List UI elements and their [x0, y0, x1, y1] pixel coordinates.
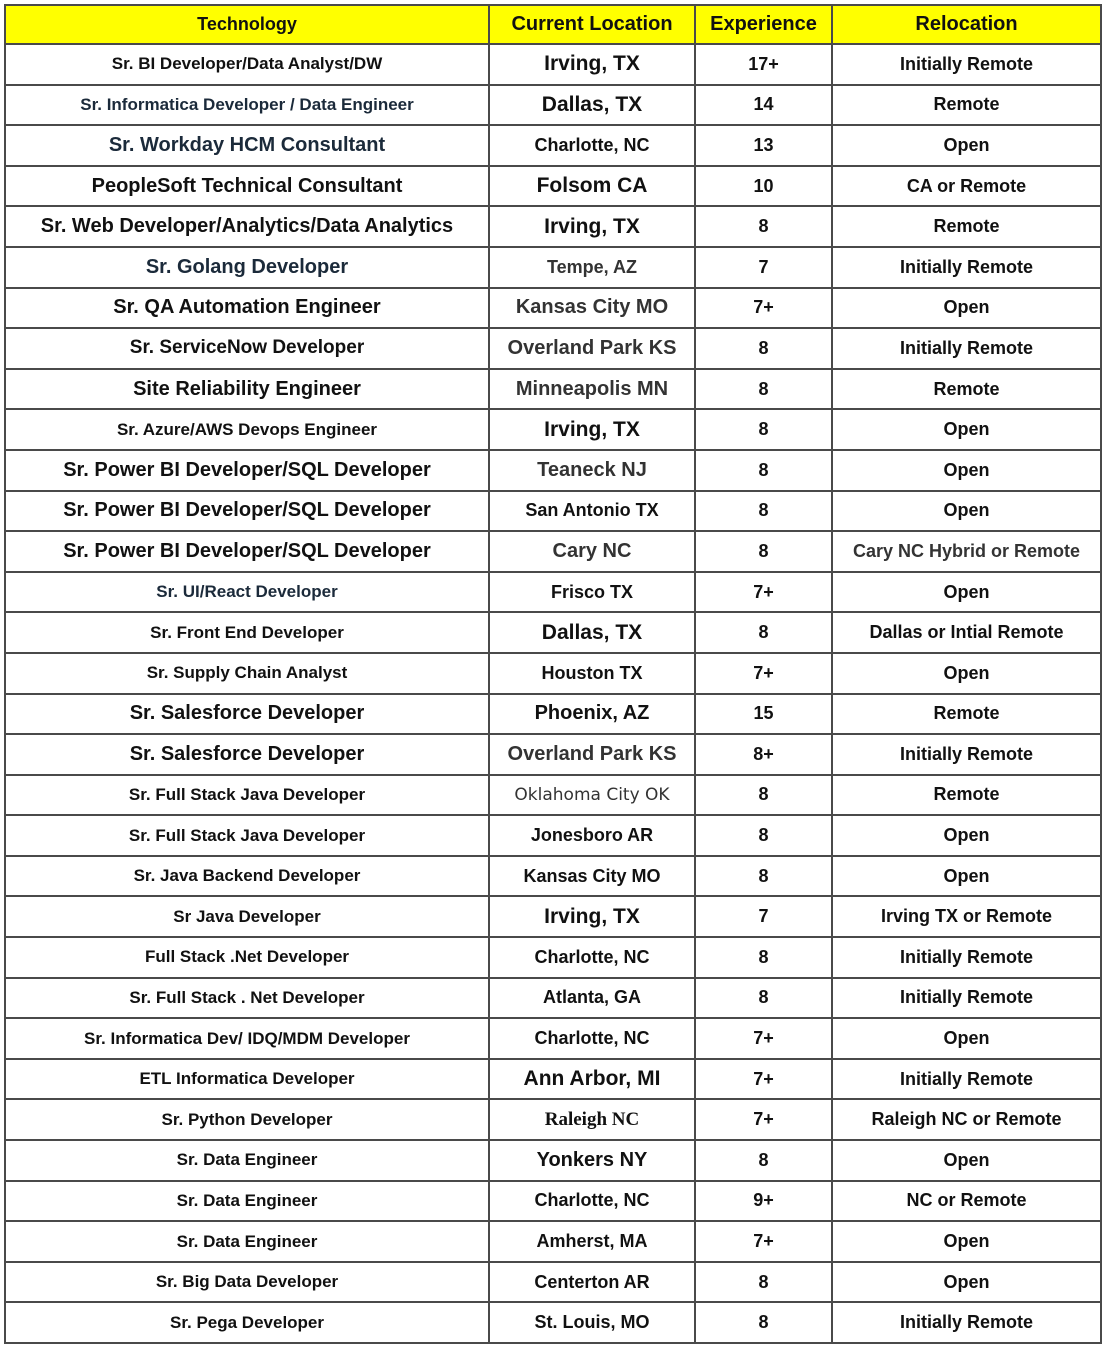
cell-experience: 8	[695, 531, 832, 572]
table-row	[5, 125, 1101, 166]
cell-experience: 7+	[695, 288, 832, 329]
table-row	[5, 1181, 1101, 1222]
cell-technology: Sr. UI/React Developer	[5, 572, 489, 613]
cell-relocation: Open	[832, 815, 1101, 856]
table-row	[5, 369, 1101, 410]
cell-technology: Sr. Front End Developer	[5, 612, 489, 653]
cell-technology: Sr. Pega Developer	[5, 1302, 489, 1343]
cell-technology: ETL Informatica Developer	[5, 1059, 489, 1100]
table-row	[5, 1099, 1101, 1140]
table-row	[5, 85, 1101, 126]
cell-experience: 7+	[695, 1059, 832, 1100]
cell-experience: 7	[695, 896, 832, 937]
cell-technology: Sr. Data Engineer	[5, 1140, 489, 1181]
cell-relocation: Initially Remote	[832, 1059, 1101, 1100]
cell-experience: 8	[695, 856, 832, 897]
table-row	[5, 978, 1101, 1019]
cell-experience: 8	[695, 1140, 832, 1181]
cell-technology: Sr. Full Stack Java Developer	[5, 815, 489, 856]
cell-experience: 9+	[695, 1181, 832, 1222]
table-row	[5, 409, 1101, 450]
cell-technology: Sr. Power BI Developer/SQL Developer	[5, 491, 489, 532]
cell-location: Ann Arbor, MI	[489, 1059, 695, 1100]
cell-location: Dallas, TX	[489, 85, 695, 126]
table-row	[5, 531, 1101, 572]
cell-technology: Sr. Power BI Developer/SQL Developer	[5, 450, 489, 491]
cell-experience: 8	[695, 937, 832, 978]
cell-experience: 7+	[695, 1221, 832, 1262]
cell-technology: Sr. Power BI Developer/SQL Developer	[5, 531, 489, 572]
cell-location: Oklahoma City OK	[489, 775, 695, 816]
cell-experience: 17+	[695, 44, 832, 85]
cell-relocation: Open	[832, 125, 1101, 166]
cell-location: Phoenix, AZ	[489, 694, 695, 735]
cell-location: Tempe, AZ	[489, 247, 695, 288]
cell-relocation: Open	[832, 1140, 1101, 1181]
cell-location: Atlanta, GA	[489, 978, 695, 1019]
cell-technology: Sr. Informatica Dev/ IDQ/MDM Developer	[5, 1018, 489, 1059]
cell-technology: Sr. Web Developer/Analytics/Data Analytics	[5, 206, 489, 247]
cell-technology: Sr. Salesforce Developer	[5, 694, 489, 735]
job-listing-table	[4, 4, 1102, 1344]
table-row	[5, 815, 1101, 856]
cell-relocation: Open	[832, 1221, 1101, 1262]
cell-location: Overland Park KS	[489, 328, 695, 369]
cell-relocation: CA or Remote	[832, 166, 1101, 207]
cell-experience: 8	[695, 369, 832, 410]
table-row	[5, 775, 1101, 816]
cell-location: Kansas City MO	[489, 856, 695, 897]
cell-experience: 8	[695, 815, 832, 856]
cell-technology: Sr. Workday HCM Consultant	[5, 125, 489, 166]
cell-experience: 8	[695, 612, 832, 653]
cell-experience: 7+	[695, 1099, 832, 1140]
cell-technology: Sr. Data Engineer	[5, 1181, 489, 1222]
cell-location: Houston TX	[489, 653, 695, 694]
cell-technology: Sr. ServiceNow Developer	[5, 328, 489, 369]
cell-location: Irving, TX	[489, 409, 695, 450]
cell-experience: 14	[695, 85, 832, 126]
cell-location: Charlotte, NC	[489, 1018, 695, 1059]
cell-location: Charlotte, NC	[489, 1181, 695, 1222]
cell-experience: 15	[695, 694, 832, 735]
table-row	[5, 1018, 1101, 1059]
cell-technology: Sr. Python Developer	[5, 1099, 489, 1140]
cell-technology: Sr. QA Automation Engineer	[5, 288, 489, 329]
cell-technology: Full Stack .Net Developer	[5, 937, 489, 978]
table-row	[5, 1059, 1101, 1100]
cell-location: San Antonio TX	[489, 491, 695, 532]
header-technology: Technology	[5, 5, 489, 44]
cell-technology: Sr. Supply Chain Analyst	[5, 653, 489, 694]
cell-experience: 7+	[695, 572, 832, 613]
table-row	[5, 1262, 1101, 1303]
header-experience: Experience	[695, 5, 832, 44]
cell-location: Jonesboro AR	[489, 815, 695, 856]
cell-location: Charlotte, NC	[489, 125, 695, 166]
cell-experience: 8	[695, 206, 832, 247]
table-row	[5, 166, 1101, 207]
table-row	[5, 694, 1101, 735]
cell-location: Irving, TX	[489, 44, 695, 85]
cell-relocation: Initially Remote	[832, 328, 1101, 369]
cell-technology: Site Reliability Engineer	[5, 369, 489, 410]
cell-relocation: Initially Remote	[832, 247, 1101, 288]
table-row	[5, 288, 1101, 329]
cell-technology: Sr. BI Developer/Data Analyst/DW	[5, 44, 489, 85]
cell-relocation: Raleigh NC or Remote	[832, 1099, 1101, 1140]
cell-location: Cary NC	[489, 531, 695, 572]
cell-relocation: Open	[832, 572, 1101, 613]
cell-experience: 10	[695, 166, 832, 207]
cell-experience: 8	[695, 978, 832, 1019]
cell-technology: Sr. Full Stack . Net Developer	[5, 978, 489, 1019]
cell-relocation: Open	[832, 450, 1101, 491]
table-row	[5, 1302, 1101, 1343]
cell-technology: PeopleSoft Technical Consultant	[5, 166, 489, 207]
table-row	[5, 1140, 1101, 1181]
cell-relocation: Initially Remote	[832, 978, 1101, 1019]
cell-technology: Sr. Salesforce Developer	[5, 734, 489, 775]
cell-relocation: Initially Remote	[832, 937, 1101, 978]
table-row	[5, 572, 1101, 613]
cell-relocation: Dallas or Intial Remote	[832, 612, 1101, 653]
table-row	[5, 247, 1101, 288]
cell-experience: 8	[695, 491, 832, 532]
cell-location: Kansas City MO	[489, 288, 695, 329]
cell-location: Minneapolis MN	[489, 369, 695, 410]
cell-relocation: Open	[832, 288, 1101, 329]
cell-location: Yonkers NY	[489, 1140, 695, 1181]
cell-location: Dallas, TX	[489, 612, 695, 653]
cell-relocation: Initially Remote	[832, 734, 1101, 775]
cell-experience: 7+	[695, 1018, 832, 1059]
cell-relocation: NC or Remote	[832, 1181, 1101, 1222]
cell-experience: 8	[695, 1302, 832, 1343]
cell-experience: 8	[695, 328, 832, 369]
header-location: Current Location	[489, 5, 695, 44]
cell-experience: 8	[695, 450, 832, 491]
cell-location: Raleigh NC	[489, 1099, 695, 1140]
cell-relocation: Remote	[832, 206, 1101, 247]
cell-technology: Sr. Golang Developer	[5, 247, 489, 288]
cell-location: Teaneck NJ	[489, 450, 695, 491]
table-row	[5, 612, 1101, 653]
cell-relocation: Remote	[832, 775, 1101, 816]
cell-experience: 13	[695, 125, 832, 166]
cell-location: Frisco TX	[489, 572, 695, 613]
cell-technology: Sr Java Developer	[5, 896, 489, 937]
cell-relocation: Remote	[832, 694, 1101, 735]
cell-relocation: Irving TX or Remote	[832, 896, 1101, 937]
cell-location: Charlotte, NC	[489, 937, 695, 978]
table-row	[5, 328, 1101, 369]
table-row	[5, 653, 1101, 694]
cell-technology: Sr. Java Backend Developer	[5, 856, 489, 897]
cell-experience: 8	[695, 409, 832, 450]
cell-relocation: Open	[832, 409, 1101, 450]
table-row	[5, 896, 1101, 937]
cell-location: Folsom CA	[489, 166, 695, 207]
cell-technology: Sr. Azure/AWS Devops Engineer	[5, 409, 489, 450]
cell-relocation: Cary NC Hybrid or Remote	[832, 531, 1101, 572]
cell-location: St. Louis, MO	[489, 1302, 695, 1343]
table-row	[5, 44, 1101, 85]
cell-relocation: Open	[832, 491, 1101, 532]
cell-location: Centerton AR	[489, 1262, 695, 1303]
table-row	[5, 734, 1101, 775]
cell-relocation: Remote	[832, 369, 1101, 410]
cell-technology: Sr. Big Data Developer	[5, 1262, 489, 1303]
cell-experience: 7+	[695, 653, 832, 694]
table-row	[5, 206, 1101, 247]
header-relocation: Relocation	[832, 5, 1101, 44]
cell-experience: 8	[695, 1262, 832, 1303]
cell-technology: Sr. Informatica Developer / Data Engineer	[5, 85, 489, 126]
cell-location: Irving, TX	[489, 206, 695, 247]
header-row	[5, 5, 1101, 44]
cell-location: Overland Park KS	[489, 734, 695, 775]
cell-relocation: Open	[832, 1018, 1101, 1059]
cell-location: Amherst, MA	[489, 1221, 695, 1262]
table-row	[5, 450, 1101, 491]
table-row	[5, 491, 1101, 532]
cell-technology: Sr. Full Stack Java Developer	[5, 775, 489, 816]
cell-relocation: Initially Remote	[832, 1302, 1101, 1343]
cell-experience: 8+	[695, 734, 832, 775]
table-row	[5, 1221, 1101, 1262]
cell-experience: 7	[695, 247, 832, 288]
cell-relocation: Remote	[832, 85, 1101, 126]
cell-relocation: Open	[832, 653, 1101, 694]
table-row	[5, 856, 1101, 897]
cell-technology: Sr. Data Engineer	[5, 1221, 489, 1262]
cell-relocation: Open	[832, 856, 1101, 897]
cell-relocation: Initially Remote	[832, 44, 1101, 85]
table-row	[5, 937, 1101, 978]
cell-experience: 8	[695, 775, 832, 816]
cell-relocation: Open	[832, 1262, 1101, 1303]
cell-location: Irving, TX	[489, 896, 695, 937]
